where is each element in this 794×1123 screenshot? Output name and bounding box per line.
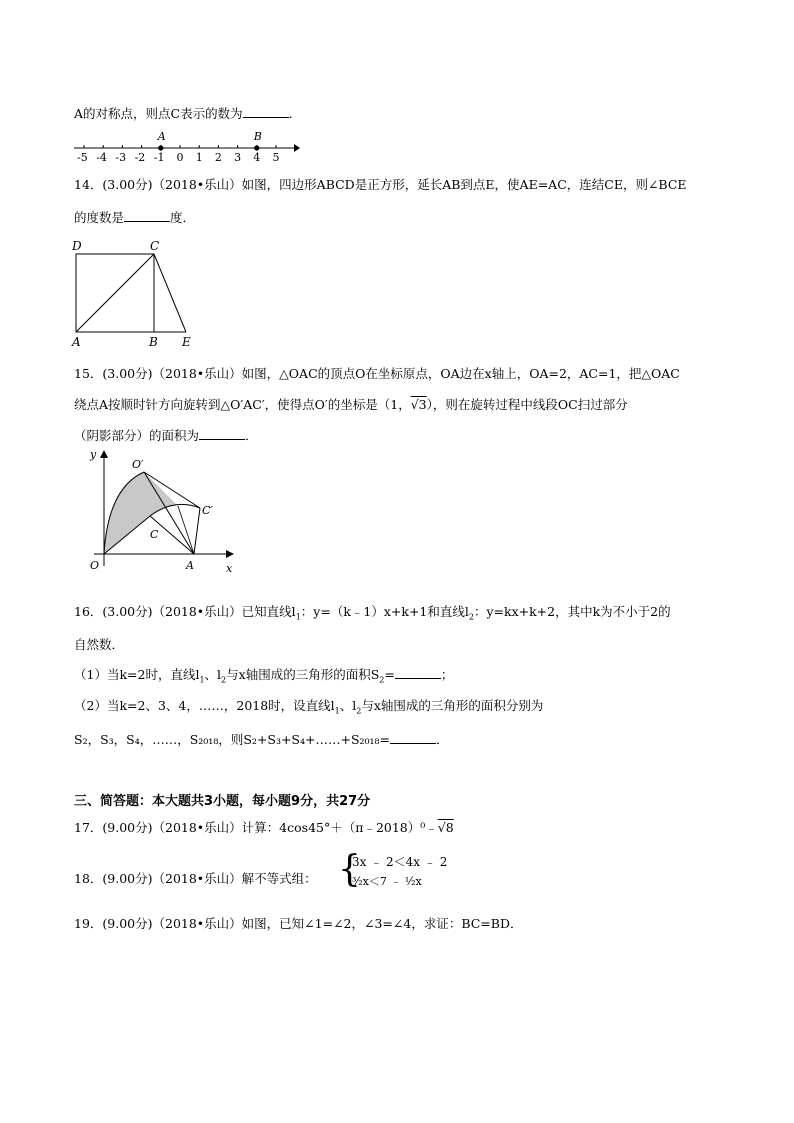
answer-blank — [124, 209, 170, 222]
rotation-figure — [84, 448, 244, 576]
answer-blank — [243, 105, 289, 118]
tick-label: -4 — [96, 151, 107, 164]
tick-label: 2 — [214, 151, 222, 164]
point-b-label: B — [253, 130, 262, 143]
label-a: A — [186, 559, 194, 572]
q15-line3: （阴影部分）的面积为 ． — [74, 428, 258, 443]
square-figure — [66, 236, 206, 350]
point-a-label: A — [157, 130, 166, 143]
q14-line1: 14．(3.00分)（2018•乐山）如图，四边形ABCD是正方形，延长AB到点E，使AE=AC，连结CE，则∠BCE — [74, 177, 687, 192]
label-c-prime: C′ — [202, 504, 213, 517]
answer-blank — [390, 731, 436, 744]
label-x: x — [226, 562, 233, 575]
q16-part2: （2）当k=2、3、4，……，2018时，设直线$l_1$、$l_2$与x轴围成的三角形的面积分别为 — [74, 698, 544, 716]
label-b: B — [149, 335, 158, 349]
answer-blank — [395, 666, 441, 679]
tick-label: 1 — [195, 151, 203, 164]
section-heading: 三、简答题：本大题共3小题，每小题9分，共27分 — [74, 794, 371, 809]
tick-label: 4 — [253, 151, 261, 164]
q16-part1: （1）当k=2时，直线$l_1$、$l_2$与x轴围成的三角形的面积$S_2=$ ； — [74, 667, 454, 685]
q16-line1: 16．(3.00分)（2018•乐山）已知直线$l_1$：y=（k﹣1）x+k+1和直线$l_2$：y=kx+k+2，其中k为不小于2的 — [74, 604, 671, 622]
q16-line2: 自然数． — [74, 637, 125, 652]
label-o-prime: O′ — [132, 458, 144, 471]
q16-part3: S₂，S₃，S₄，……，S₂₀₁₈，则S₂+S₃+S₄+……+S₂₀₁₈= ． — [74, 732, 449, 747]
q15-line2: 绕点A按顺时针方向旋转到△O′AC′，使得点O′的坐标是（1，√3），则在旋转过程中线段OC扫过部分 — [74, 397, 628, 412]
tick-label: -2 — [134, 151, 146, 164]
inequality-2: ³⁄₂x＜7 ﹣ ¹⁄₂x — [352, 875, 422, 888]
q14-line2: 的度数是 度． — [74, 210, 196, 225]
tick-label: -1 — [153, 151, 165, 164]
q18: 18．(9.00分)（2018•乐山）解不等式组： — [74, 871, 317, 886]
label-c: C — [150, 239, 160, 253]
number-line — [70, 128, 300, 164]
tick-label: 0 — [176, 151, 184, 164]
q15-line1: 15．(3.00分)（2018•乐山）如图，△OAC的顶点O在坐标原点，OA边在x轴上，OA=2，AC=1，把△OAC — [74, 366, 680, 381]
point-b-dot — [254, 145, 259, 150]
label-e: E — [182, 335, 191, 349]
inequality-system — [338, 851, 448, 893]
tick-label: 3 — [234, 151, 242, 164]
label-d: D — [72, 239, 82, 253]
label-c: C — [150, 528, 159, 541]
answer-blank — [199, 427, 245, 440]
tick-label: -5 — [77, 151, 88, 164]
q13-tail: A的对称点，则点C表示的数为 . — [74, 106, 293, 121]
label-y: y — [90, 448, 97, 461]
label-a: A — [72, 335, 81, 349]
sqrt8: √8 — [437, 820, 454, 835]
point-a-dot — [158, 145, 163, 150]
tick-label: 5 — [272, 151, 280, 164]
label-o: O — [90, 559, 100, 572]
q19: 19．(9.00分)（2018•乐山）如图，已知∠1=∠2，∠3=∠4，求证：BC=BD． — [74, 916, 523, 931]
inequality-1: 3x ﹣ 2＜4x ﹣ 2 — [352, 855, 448, 869]
brace: { — [338, 849, 361, 890]
sqrt3: √3 — [410, 397, 427, 412]
tick-label: -3 — [115, 151, 127, 164]
shaded-region — [104, 472, 178, 554]
q17: 17．(9.00分)（2018•乐山）计算：4cos45°＋（π﹣2018）⁰﹣√8 — [74, 820, 454, 835]
